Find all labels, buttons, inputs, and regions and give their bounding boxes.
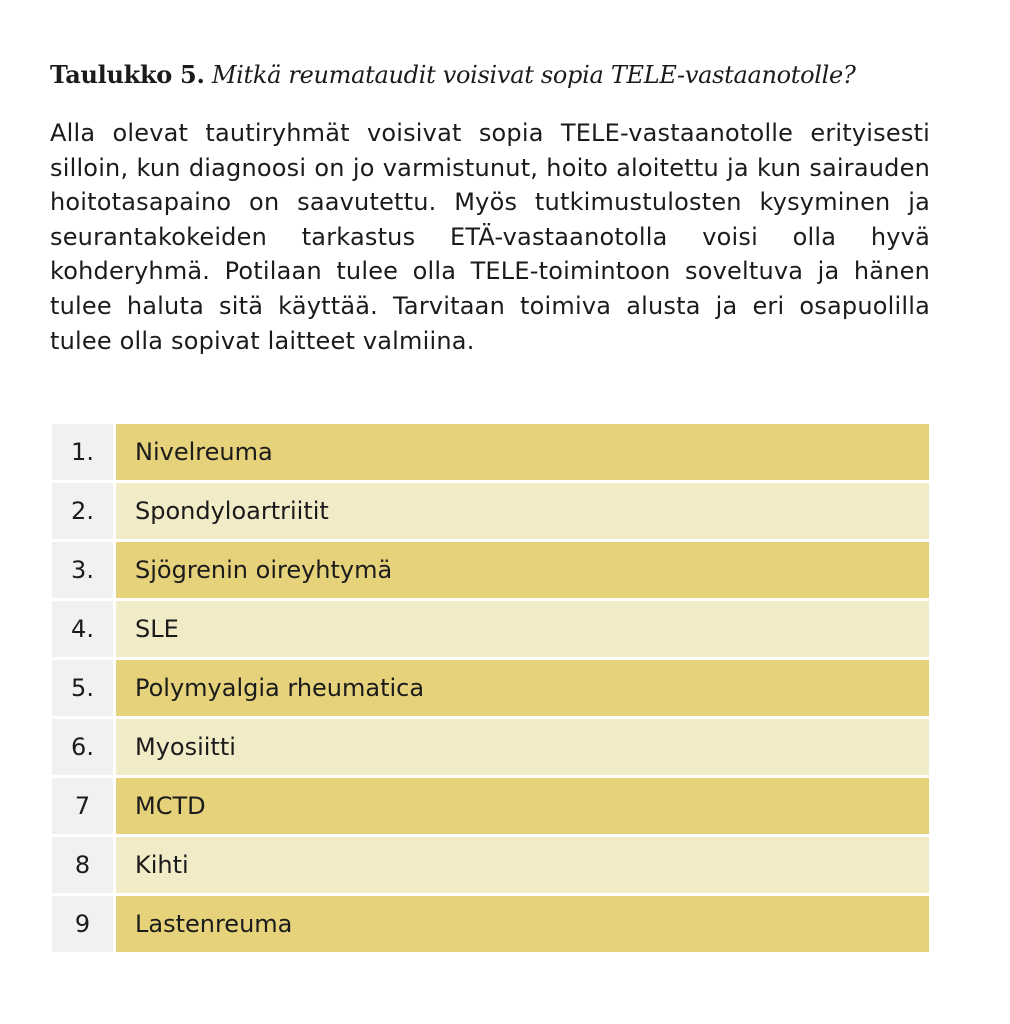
table-row: [52, 837, 929, 893]
table-row: [52, 778, 929, 834]
row-disease: Kihti: [116, 837, 929, 893]
intro-paragraph: Alla olevat tautiryhmät voisivat sopia TELE-vastaanotolle erityisesti silloin, kun diagnoosi on jo varmistunut, hoito aloitettu ja kun sairauden hoitotasapaino on saavutettu. Myös tutkimustulosten kysyminen ja seurantakokeiden tarkastus ETÄ-vastaanotolla voisi olla hyvä kohderyhmä. Potilaan tulee olla TELE-toimintoon soveltuva ja hänen tulee haluta sitä käyttää. Tarvitaan toimiva alusta ja eri osapuolilla tulee olla sopivat laitteet valmiina.: [50, 119, 930, 355]
row-disease: Spondyloartriitit: [116, 483, 929, 539]
row-number: 9: [52, 896, 113, 952]
row-number: 4.: [52, 601, 113, 657]
row-number: 2.: [52, 483, 113, 539]
row-number: 3.: [52, 542, 113, 598]
row-disease: SLE: [116, 601, 929, 657]
caption-question: Mitkä reumataudit voisivat sopia TELE-vastaanotolle?: [211, 61, 856, 89]
table-row: [52, 601, 929, 657]
row-number: 5.: [52, 660, 113, 716]
row-disease: Myosiitti: [116, 719, 929, 775]
table-row: [52, 542, 929, 598]
row-number: 7: [52, 778, 113, 834]
table-row: [52, 424, 929, 480]
row-number: 8: [52, 837, 113, 893]
row-disease: Sjögrenin oireyhtymä: [116, 542, 929, 598]
disease-table: [52, 424, 929, 955]
document-page: [50, 52, 930, 358]
table-row: [52, 896, 929, 952]
table-row: [52, 483, 929, 539]
row-disease: Nivelreuma: [116, 424, 929, 480]
table-row: [52, 660, 929, 716]
table-row: [52, 719, 929, 775]
table-caption: [50, 52, 930, 98]
row-disease: Polymyalgia rheumatica: [116, 660, 929, 716]
caption-label: Taulukko 5.: [50, 60, 205, 89]
row-disease: MCTD: [116, 778, 929, 834]
row-number: 1.: [52, 424, 113, 480]
row-number: 6.: [52, 719, 113, 775]
row-disease: Lastenreuma: [116, 896, 929, 952]
